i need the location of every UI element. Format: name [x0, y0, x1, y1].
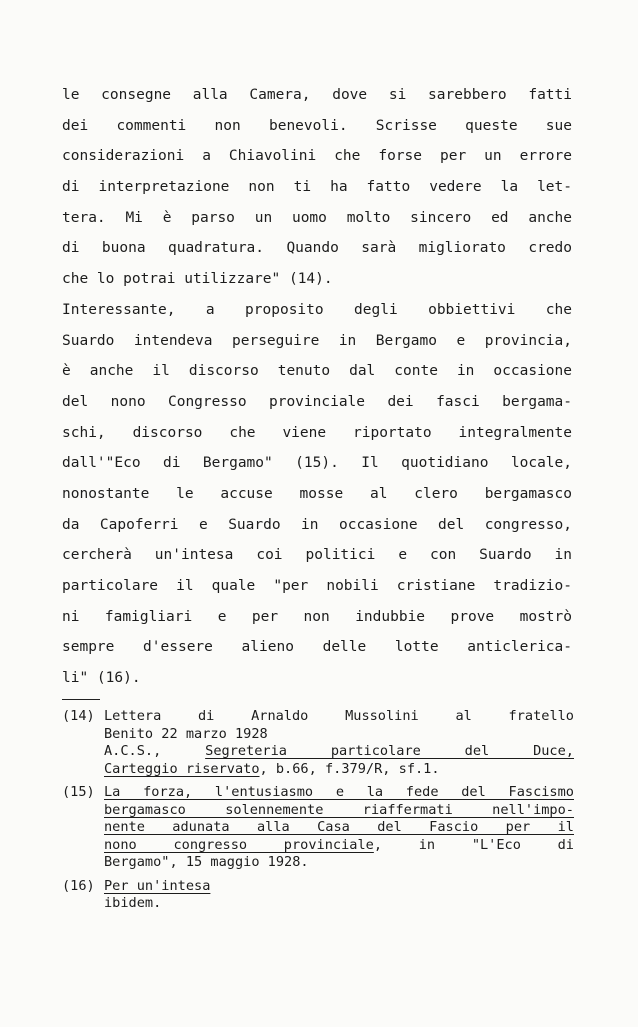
- footnote-16: [62, 878, 574, 913]
- footnote-14: [62, 708, 574, 778]
- footnote-15: [62, 784, 574, 872]
- body-line: Interessante, a proposito degli obbiettivi che: [62, 301, 572, 318]
- footnote-line: Lettera di Arnaldo Mussolini al fratello: [104, 708, 574, 724]
- body-line: dall'"Eco di Bergamo" (15). Il quotidiano locale,: [62, 455, 572, 472]
- body-line: tera. Mi è parso un uomo molto sincero ed anche: [62, 209, 572, 226]
- body-line: sempre d'essere alieno delle lotte anticlerica-: [62, 639, 572, 656]
- article-title: Per un'intesa: [104, 877, 211, 894]
- body-line: Suardo intendeva perseguire in Bergamo e provincia,: [62, 332, 572, 349]
- source-reference: , b.66, f.379/R, sf.1.: [259, 760, 440, 777]
- source-reference: , in "L'Eco di: [373, 836, 574, 853]
- footnote-number: (16): [62, 877, 95, 894]
- footnote-line: [104, 784, 574, 802]
- body-line: del nono Congresso provinciale dei fasci bergama-: [62, 393, 572, 410]
- footnote-line: Benito 22 marzo 1928: [104, 725, 268, 742]
- footnote-body: [104, 878, 574, 913]
- body-line: particolare il quale "per nobili cristiane tradizio-: [62, 578, 572, 594]
- footnotes: [62, 708, 574, 913]
- article-title: La forza, l'entusiasmo e la fede del Fascismo: [104, 784, 574, 800]
- body-line: di interpretazione non ti ha fatto vedere la let-: [62, 179, 572, 196]
- footnote-body: [104, 708, 574, 778]
- body-line: nonostante le accuse mosse al clero bergamasco: [62, 485, 572, 502]
- footnote-separator: [62, 699, 100, 700]
- footnote-line: [104, 819, 574, 837]
- body-line: dei commenti non benevoli. Scrisse queste sue: [62, 117, 572, 134]
- footnote-line: [104, 837, 574, 855]
- footnote-line: Bergamo", 15 maggio 1928.: [104, 854, 309, 870]
- body-line: di buona quadratura. Quando sarà migliorato credo: [62, 240, 572, 257]
- body-line: è anche il discorso tenuto dal conte in occasione: [62, 363, 572, 380]
- article-title: bergamasco solennemente riaffermati nell'impo-: [104, 801, 574, 818]
- body-line: schi, discorso che viene riportato integralmente: [62, 424, 572, 441]
- body-line: cercherà un'intesa coi politici e con Suardo in: [62, 547, 572, 564]
- body-line: li" (16).: [62, 670, 141, 687]
- source-title: Segreteria particolare del Duce,: [205, 743, 574, 759]
- body-text: [62, 80, 572, 694]
- footnote-line: [104, 878, 574, 896]
- footnote-body: [104, 784, 574, 872]
- body-line: considerazioni a Chiavolini che forse per un errore: [62, 148, 572, 165]
- article-title: nente adunata alla Casa del Fascio per il: [104, 819, 574, 835]
- footnote-number: (14): [62, 708, 95, 724]
- footnote-line: [104, 802, 574, 820]
- footnote-line: [104, 743, 574, 761]
- footnote-line: ibidem.: [104, 895, 162, 911]
- body-line: da Capoferri e Suardo in occasione del congresso,: [62, 516, 572, 533]
- source-title: Carteggio riservato: [104, 760, 260, 777]
- article-title: nono congresso provinciale: [104, 836, 374, 853]
- body-line: le consegne alla Camera, dove si sarebbero fatti: [62, 87, 572, 103]
- archive-abbrev: A.C.S.,: [104, 743, 206, 759]
- body-line: che lo potrai utilizzare" (14).: [62, 271, 333, 288]
- footnote-number: (15): [62, 784, 95, 800]
- body-line: ni famigliari e per non indubbie prove mostrò: [62, 608, 572, 625]
- footnote-line: [104, 761, 574, 779]
